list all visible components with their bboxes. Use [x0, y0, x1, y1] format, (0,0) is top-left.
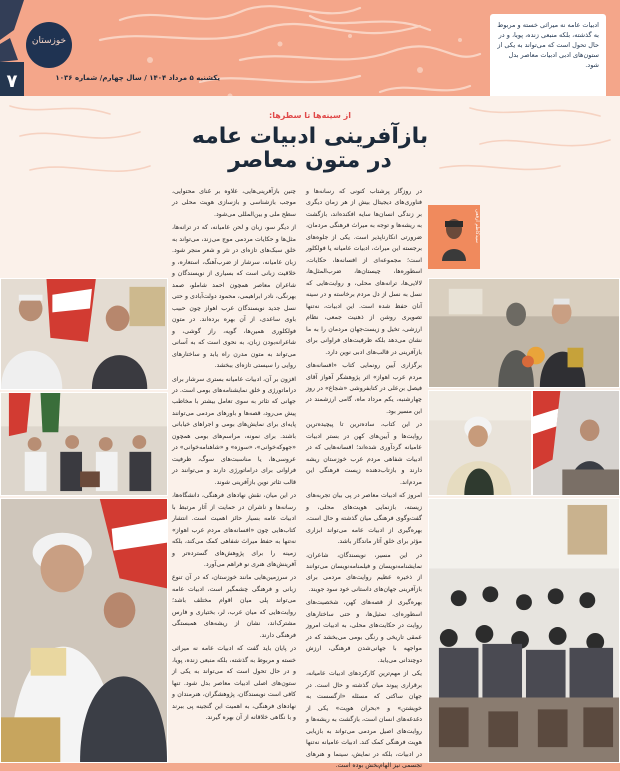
article-title-line2: در متون معاصر	[228, 148, 392, 173]
paragraph: در این میان، نقش نهادهای فرهنگی، دانشگاه‌ها، رسانه‌ها و ناشران در حمایت از آثار مرتبط با ادبیات عامه بسیار حائز اهمیت است. انتشار کتاب‌هایی چون «افسانه‌های مردم عرب اهواز» نه‌تنها به حفظ میراث شفاهی کمک می‌کند، بلکه زمینه را برای پژوهش‌های گسترده‌تر و آفرینش‌های هنری نو فراهم می‌آورد.	[172, 492, 296, 568]
photo-panel-couple-with-book	[428, 278, 620, 388]
paragraph: در پایان باید گفت که ادبیات عامه نه میراثی خسته و مربوط به گذشته، بلکه منبعی زنده، پویا، و در حال تحول است که می‌تواند به یکی از ستون‌های اصلی ادبیات معاصر بدل شود. تنها کافی است نویسندگان، پژوهشگران، هنرمندان و نهادهای فرهنگی، به اهمیت این گنجینه پی ببرند و با نگاهی خلاقانه از آن بهره گیرند.	[172, 645, 296, 722]
photo-panel-group-chairs	[0, 392, 168, 496]
issue-line: یکشنبه ۵ مرداد ۱۴۰۴ / سال چهارم/ شماره ۱۰۳۶	[55, 74, 220, 82]
pull-quote-box: ادبیات عامه نه میراثی خسته و مربوط به گذشته، بلکه منبعی زنده، پویا، و در حال تحول است که می‌تواند به یکی از ستون‌های ادبی ادبیات معاصر بدل شود.	[490, 14, 606, 100]
photo-panel-men-desk	[532, 390, 620, 496]
author-portrait	[440, 215, 468, 261]
paragraph: بهره‌گیری از قصه‌های کهن، شخصیت‌های اسطوره‌ای، تمثیل‌ها، و حتی ساختارهای روایت در حکایت‌های محلی، به ادبیات امروز عمقی تاریخی و رنگی بومی می‌بخشد که در مواجهه با جهانی‌شدن فرهنگی، ارزش دوچندانی می‌یابد.	[306, 599, 422, 664]
paragraph: از دیگر سو، زبان و لحن عامیانه، که در ترانه‌ها، مثل‌ها و حکایات مردمی موج می‌زند، می‌تواند به خلق سبک‌های تازه‌ای در نثر و شعر منجر شود. زبان عامیانه، سرشار از ضرب‌آهنگ، استعاره، و خلاقیت زبانی است که بسیاری از نویسندگان و شاعران معاصر همچون احمد شاملو، صمد بهرنگی، نادر ابراهیمی، محمود دولت‌آبادی و حتی نسل جدید نویسندگان عرب اهواز چون حبیب باوی ساعدی، از آن بهره برده‌اند. در متون فولکلوری همین‌ها، گویه، راز گوشی، و شاعرانه‌بودن زبان، به نحوی است که به آسانی می‌تواند به متون مدرن راه یابد و ساختارهای روایی را سیستی تازه‌ای ببخشد.	[172, 224, 296, 370]
paragraph: در سرزمین‌هایی مانند خوزستان، که در آن تنوع زبانی و فرهنگی چشمگیر است، ادبیات عامه می‌تواند پلی میان اقوام مختلف باشد؛ روایت‌هایی که میان عرب، لر، بختیاری و فارس مشترک‌اند، نشان از ریشه‌های همبستگی فرهنگی دارند.	[172, 574, 296, 639]
photo-panel-cleric-stage	[428, 390, 532, 496]
newspaper-logo	[26, 22, 72, 68]
paragraph: چنین بازآفرینی‌هایی، علاوه بر غنای محتوایی، موجب بازشناسی و بازسازی هویت محلی در سطح ملی و بین‌المللی می‌شود.	[172, 188, 296, 218]
paragraph: افزون بر آن، ادبیات عامیانه بستری سرشار برای دراماتورژی و خلق نمایشنامه‌های بومی است. در جهانی که تئاتر به سوی تعامل بیشتر با مخاطب پیش می‌رود، قصه‌ها و باورهای مردمی می‌توانند پایه‌ای برای نمایش‌های بومی و اجراهای خیابانی باشند. برای نمونه، مراسم‌های بومی همچون «جهوکه‌خوانی»، «سوزه» و «شاهنامه‌خوانی» در عروسی‌ها، یا مناسبت‌های سوگ، ظرفیت فراوانی برای دراماتورژی دارند و می‌توانند در قالب تئاتر نوین بازآفرینی شوند.	[171, 375, 296, 486]
paragraph: در روزگار پرشتاب کنونی که رسانه‌ها و فناوری‌های دیجیتال بیش از هر زمان دیگری بر زندگی انسان‌ها سایه افکنده‌اند، بازگشت به ریشه‌ها و توجه به میراث فرهنگی مردمان، ضرورتی انکارناپذیر است. یکی از جلوه‌های برجسته این میراث، ادبیات عامیانه یا فولکلور است؛ مجموعه‌ای از افسانه‌ها، حکایات، اسطوره‌ها، چیستان‌ها، ضرب‌المثل‌ها، لالایی‌ها، ترانه‌های محلی، و روایت‌هایی که نسل به نسل از دل مردم برخاسته و در سینه آنان حفظ شده است. این ادبیات، نه‌تنها تصویری روشن از ذهنیت جمعی، نظام ارزشی، تخیل و زیست‌جهان مردمان را به ما نشان می‌دهد بلکه ظرفیت‌های فراوانی برای بازآفرینی در قالب‌های ادبی نوین دارد.	[306, 188, 422, 356]
author-box	[428, 205, 480, 269]
photo-panel-two-men-seated	[0, 278, 168, 390]
paragraph: برگزاری آیین رونمایی کتاب «افسانه‌های مردم عرب اهواز» اثر پژوهشگر آهواز آقای فیصل بن‌علی در کتابفروشی «شجاع» در روز چهارشنبه، یکم مرداد ماه، گامی ارزشمند در این مسیر بود.	[306, 362, 422, 415]
logo-text: خوزستان	[31, 36, 67, 46]
article-column-right	[306, 186, 422, 769]
paragraph: امروز که ادبیات معاصر در پی بیان تجربه‌های زیسته، بازنمایی هویت‌های محلی، و گفت‌وگوی فرهنگی میان گذشته و حال است، بهره‌گیری از ادبیات عامه می‌تواند ابزاری مؤثر برای خلق آثار ماندگار باشد.	[306, 492, 422, 546]
article-column-middle	[172, 186, 296, 754]
photo-panel-closeup-men	[0, 498, 168, 763]
paragraph: در این کتاب، ساده‌ترین تا پیچیده‌ترین روایت‌ها و آیین‌های کهن در بستر ادبیات عامیانه گردآوری شده‌اند؛ افسانه‌هایی که در ادبیات شفاهی مردم عرب خوزستان ریشه دارند و بازتاب‌دهنده زیست فرهنگی این مردم‌اند.	[306, 421, 422, 486]
paragraph: یکی از مهم‌ترین کارکردهای ادبیات عامیانه، برقراری پیوند میان گذشته و حال است. در جهان ساکتی که مسئله «ازگسست به خویشتن» و «بحران هویت» یکی از دغدغه‌های انسان است، بازگشت به ریشه‌ها و روایت‌های اصیل مردمی می‌تواند به بازیابی هویت فرهنگی کمک کند. ادبیات عامیانه نه‌تنها در ادبیات، بلکه در نمایش، سینما و هنرهای تجسمی نیز الهام‌بخش بوده است.	[306, 670, 422, 769]
photo-panel-audience	[428, 498, 620, 763]
page-number: ۷	[0, 62, 24, 100]
author-name: سیدکاظم ارفعی	[474, 209, 480, 243]
article-title-line1: بازآفرینی ادبیات عامه	[191, 124, 429, 149]
article-kicker: از سینه‌ها تا سطرها:	[269, 111, 351, 120]
paragraph: در این مسیر، نویسندگان، شاعران، نمایشنامه‌نویسان و فیلمنامه‌نویسان می‌توانند از ذخیره عظیم روایت‌های مردمی برای بازآفرینی جهان‌های داستانی خود سود جویند.	[306, 551, 422, 593]
